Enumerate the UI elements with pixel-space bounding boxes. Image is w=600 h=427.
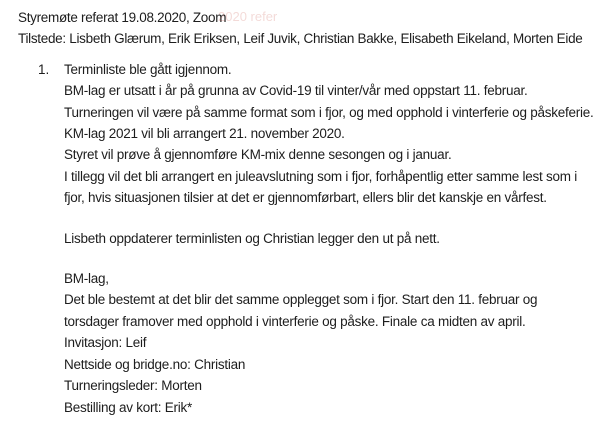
text-line: Turneringen vil være på samme format som i fjor, og med opphold i vinterferie og påskeferie.: [64, 104, 594, 120]
spacer: [18, 50, 590, 59]
agenda-item-body: [64, 59, 594, 209]
spacer: [18, 249, 590, 268]
text-line: Invitasjon: Leif: [64, 335, 147, 351]
spacer: [18, 209, 590, 228]
update-note: [64, 228, 590, 249]
bm-lag-section: [64, 268, 590, 418]
text-line: I tillegg vil det bli arrangert en juleavslutning som i fjor, forhåpentlig etter samme lest som i: [64, 168, 578, 184]
text-line: Terminliste ble gått igjennom.: [64, 61, 232, 77]
document-header: [18, 7, 590, 50]
update-note-text: Lisbeth oppdaterer terminlisten og Christian legger den ut på nett.: [64, 230, 440, 246]
text-line: BM-lag,: [64, 271, 109, 287]
agenda-item-number: 1.: [38, 61, 50, 77]
document-title: Styremøte referat 19.08.2020, Zoom: [18, 10, 227, 25]
text-line: Nettside og bridge.no: Christian: [64, 356, 246, 372]
agenda-item-1: [18, 59, 594, 209]
text-line: Styret vil prøve å gjennomføre KM-mix denne sesongen og i januar.: [64, 147, 452, 163]
text-line: BM-lag er utsatt i år på grunna av Covid-19 til vinter/vår med oppstart 11. februar.: [64, 83, 528, 99]
attendees-line: Tilstede: Lisbeth Glærum, Erik Eriksen, Leif Juvik, Christian Bakke, Elisabeth Eikeland, Morten Eide: [18, 31, 583, 47]
text-line: KM-lag 2021 vil bli arrangert 21. november 2020.: [64, 126, 345, 142]
text-line: Turneringsleder: Morten: [64, 378, 202, 394]
text-line: torsdager framover med opphold i vinterferie og påske. Finale ca midten av april.: [64, 313, 526, 329]
text-line: Bestilling av kort: Erik*: [64, 399, 193, 415]
ghost-artifact-text: 2020 refer: [218, 9, 278, 24]
text-line: Det ble bestemt at det blir det samme opplegget som i fjor. Start den 11. februar og: [64, 292, 538, 308]
text-line: fjor, hvis situasjonen tilsier at det er gjennomførbart, ellers blir det kanskje en vårfest.: [64, 190, 547, 206]
